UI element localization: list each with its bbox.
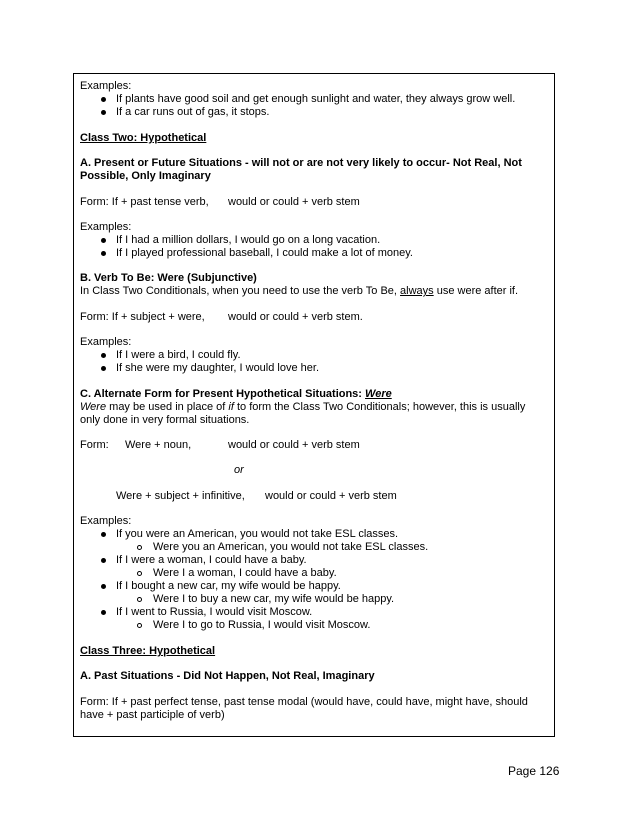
section-b-description [80, 285, 518, 298]
class-two-heading: Class Two: Hypothetical [80, 132, 207, 144]
bullet-icon [101, 584, 106, 589]
description-text: to form the Class Two Conditionals; however, this is usually [236, 401, 526, 413]
list-item: If a car runs out of gas, it stops. [116, 106, 270, 118]
list-item: If I were a woman, I could have a baby. [116, 554, 307, 566]
bullet-icon [101, 558, 106, 563]
sub-list-item: Were I a woman, I could have a baby. [153, 567, 337, 579]
class-three-section-a-title: A. Past Situations - Did Not Happen, Not Real, Imaginary [80, 670, 375, 682]
section-c-description [80, 401, 525, 414]
section-b-title: B. Verb To Be: Were (Subjunctive) [80, 272, 257, 284]
circle-bullet-icon [137, 623, 142, 628]
list-item: If plants have good soil and get enough sunlight and water, they always grow well. [116, 93, 516, 105]
form-line-cont: have + past participle of verb) [80, 709, 225, 721]
form-result: would or could + verb stem [228, 196, 360, 208]
examples-label: Examples: [80, 221, 132, 233]
bullet-icon [101, 251, 106, 256]
form-part: Were + noun, [125, 439, 192, 451]
section-a-title: A. Present or Future Situations - will not or are not very likely to occur- Not Real, Not [80, 157, 522, 169]
list-item: If I bought a new car, my wife would be happy. [116, 580, 341, 592]
form-result: would or could + verb stem. [228, 311, 363, 323]
form-line: Form: If + past perfect tense, past tense modal (would have, could have, might have, should [80, 696, 528, 708]
section-c-title-text: C. Alternate Form for Present Hypothetical Situations: [80, 388, 362, 400]
section-c-title-word: Were [365, 388, 392, 400]
description-text: may be used in place of [109, 401, 226, 413]
bullet-icon [101, 238, 106, 243]
bullet-icon [101, 532, 106, 537]
list-item: If I had a million dollars, I would go on a long vacation. [116, 234, 381, 246]
bullet-icon [101, 610, 106, 615]
bullet-icon [101, 97, 106, 102]
bullet-icon [101, 366, 106, 371]
list-item: If you were an American, you would not take ESL classes. [116, 528, 399, 540]
page-number: Page 126 [508, 764, 560, 778]
sub-list-item: Were you an American, you would not take ESL classes. [153, 541, 429, 553]
bullet-icon [101, 110, 106, 115]
list-item: If I played professional baseball, I could make a lot of money. [116, 247, 413, 259]
description-text: In Class Two Conditionals, when you need to use the verb To Be, [80, 285, 397, 297]
list-item: If I were a bird, I could fly. [116, 349, 241, 361]
examples-label: Examples: [80, 515, 132, 527]
examples-label: Examples: [80, 336, 132, 348]
form-result: would or could + verb stem [265, 490, 397, 502]
class-three-heading: Class Three: Hypothetical [80, 645, 216, 657]
list-item: If I went to Russia, I would visit Moscow. [116, 606, 313, 618]
circle-bullet-icon [137, 571, 142, 576]
form-part: Were + subject + infinitive, [116, 490, 245, 502]
italic-word: Were [80, 401, 107, 413]
form-label: Form: If + subject + were, [80, 311, 205, 323]
or-text: or [234, 464, 244, 476]
section-c-description-cont: only done in very formal situations. [80, 414, 250, 426]
sub-list-item: Were I to buy a new car, my wife would be happy. [153, 593, 395, 605]
examples-label: Examples: [80, 80, 132, 92]
bullet-icon [101, 353, 106, 358]
emphasis-text: always [400, 285, 434, 297]
form-label: Form: If + past tense verb, [80, 196, 209, 208]
form-label: Form: [80, 439, 109, 451]
form-result: would or could + verb stem [228, 439, 360, 451]
circle-bullet-icon [137, 597, 142, 602]
list-item: If she were my daughter, I would love her. [116, 362, 320, 374]
section-c-title [80, 388, 392, 401]
section-a-title-cont: Possible, Only Imaginary [80, 170, 211, 182]
italic-word: if [228, 401, 234, 413]
description-text: use were after if. [436, 285, 519, 297]
sub-list-item: Were I to go to Russia, I would visit Moscow. [153, 619, 371, 631]
circle-bullet-icon [137, 545, 142, 550]
